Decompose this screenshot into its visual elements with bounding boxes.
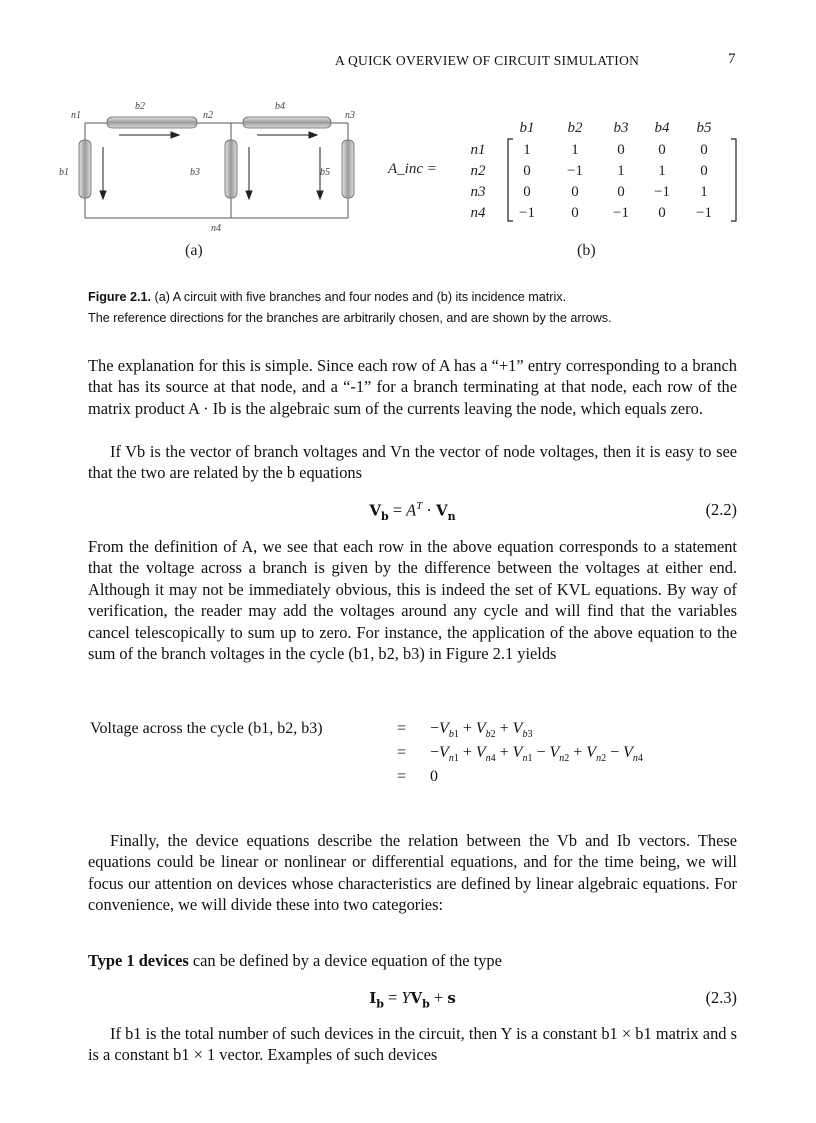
matrix-cell: 1 (658, 163, 666, 179)
running-header: A QUICK OVERVIEW OF CIRCUIT SIMULATION (335, 53, 640, 68)
matrix-row-n3: n3 (470, 184, 486, 200)
derivation-result: 0 (430, 768, 438, 785)
caption-label: Figure 2.1. (88, 290, 151, 304)
branch-label-b1: b1 (59, 167, 69, 178)
paragraph-4: Finally, the device equations describe the relation between the Vb and Ib vectors. These equations could be linear or nonlinear or differential equations, and for the time being, we will focus our attention on devices whose characteristics are defined by linear algebraic equations. For convenience, we will divide these into two categories: (88, 831, 737, 915)
matrix-row-n2: n2 (470, 163, 486, 179)
type1-line (88, 950, 737, 971)
resistor-b2 (107, 117, 197, 128)
paragraph-2: If Vb is the vector of branch voltages and Vn the vector of node voltages, then it is easy to see that the two are related by the b equations (88, 442, 737, 483)
node-label-n3: n3 (345, 110, 355, 121)
figure-2-1 (55, 95, 755, 265)
equation-number-2-2: (2.2) (705, 500, 737, 519)
direction-arrows (100, 132, 323, 199)
matrix-cell: 0 (617, 142, 625, 158)
caption-line2: The reference directions for the branches are arbitrarily chosen, and are shown by the arrows. (88, 311, 612, 325)
matrix-col-b2: b2 (567, 120, 583, 136)
incidence-matrix (387, 120, 736, 221)
node-label-n1: n1 (71, 110, 81, 121)
matrix-cell: −1 (654, 184, 670, 200)
node-label-n2: n2 (203, 110, 213, 121)
matrix-col-b5: b5 (696, 120, 712, 136)
caption-line1: (a) A circuit with five branches and four nodes and (b) its incidence matrix. (154, 290, 567, 304)
matrix-cell: 0 (700, 142, 708, 158)
matrix-row-n1: n1 (470, 142, 486, 158)
branch-label-b4: b4 (275, 101, 285, 112)
matrix-cell: 1 (617, 163, 625, 179)
type1-text: can be defined by a device equation of the type (192, 951, 502, 970)
cycle-derivation: Voltage across the cycle (b1, b2, b3) = $-V_{b1} + V_{b2} + V_{b3}$ = $-V_{n1} + V_{n4} + V_{n1} - V_{n2} + V_{n2} - V_{n4}$ = 0 (90, 720, 643, 785)
matrix-cell: −1 (519, 205, 535, 221)
resistor-b4 (243, 117, 331, 128)
matrix-cell: 0 (523, 163, 531, 179)
matrix-cell: 0 (617, 184, 625, 200)
matrix-col-b4: b4 (654, 120, 670, 136)
page-number: 7 (728, 51, 736, 67)
matrix-col-b1: b1 (519, 120, 535, 136)
matrix-cell: −1 (567, 163, 583, 179)
matrix-cell: 0 (571, 205, 579, 221)
matrix-col-b3: b3 (613, 120, 629, 136)
resistor-b5 (342, 140, 354, 198)
matrix-name: A_inc = (388, 161, 437, 177)
matrix-cell: 0 (523, 184, 531, 200)
matrix-cell: 0 (658, 205, 666, 221)
resistor-b1 (79, 140, 91, 198)
derivation-lhs: Voltage across the cycle (b1, b2, b3) (90, 720, 323, 737)
matrix-cell: −1 (613, 205, 629, 221)
type1-heading: Type 1 devices (88, 951, 189, 970)
matrix-row-n4: n4 (470, 205, 486, 221)
matrix-cell: −1 (696, 205, 712, 221)
node-label-n4: n4 (211, 223, 221, 234)
matrix-cell: 1 (571, 142, 579, 158)
figure-caption (88, 287, 738, 329)
branch-label-b2: b2 (135, 101, 145, 112)
equation-2-2: $V_b = A^T \cdot V_n$ (2.2) (369, 500, 737, 523)
resistor-b3 (225, 140, 237, 198)
matrix-cell: 0 (571, 184, 579, 200)
equation-2-3: $I_b = YV_b + s$ (2.3) (369, 988, 737, 1011)
paragraph-5: If b1 is the total number of such devices in the circuit, then Y is a constant b1 × b1 matrix and s is a constant b1 × 1 vector. Examples of such devices (88, 1024, 737, 1065)
subfigure-label-a: (a) (185, 242, 203, 259)
equation-number-2-3: (2.3) (705, 988, 737, 1007)
paragraph-3: From the definition of A, we see that each row in the above equation corresponds to a statement that the voltage across a branch is given by the difference between the voltages at either end. Although it may not be immediately obvious, this is indeed the set of KVL equations. By way of verification, the reader may add the voltages around any cycle and will find that the variables cancel telescopically to sum up to zero. For instance, the application of the above equation to the sum of the branch voltages in the cycle (b1, b2, b3) in Figure 2.1 yields (88, 537, 737, 664)
branch-label-b3: b3 (190, 167, 200, 178)
matrix-cell: 0 (700, 163, 708, 179)
paragraph-1: The explanation for this is simple. Since each row of A has a “+1” entry corresponding to a branch that has its source at that node, and a “-1” for a branch terminating at that node, each row of the matrix product A · Ib is the algebraic sum of the currents leaving the node, which equals zero. (88, 356, 737, 418)
matrix-cell: 1 (700, 184, 708, 200)
branch-label-b5: b5 (320, 167, 330, 178)
matrix-cell: 1 (523, 142, 531, 158)
subfigure-label-b: (b) (577, 242, 596, 259)
matrix-cell: 0 (658, 142, 666, 158)
